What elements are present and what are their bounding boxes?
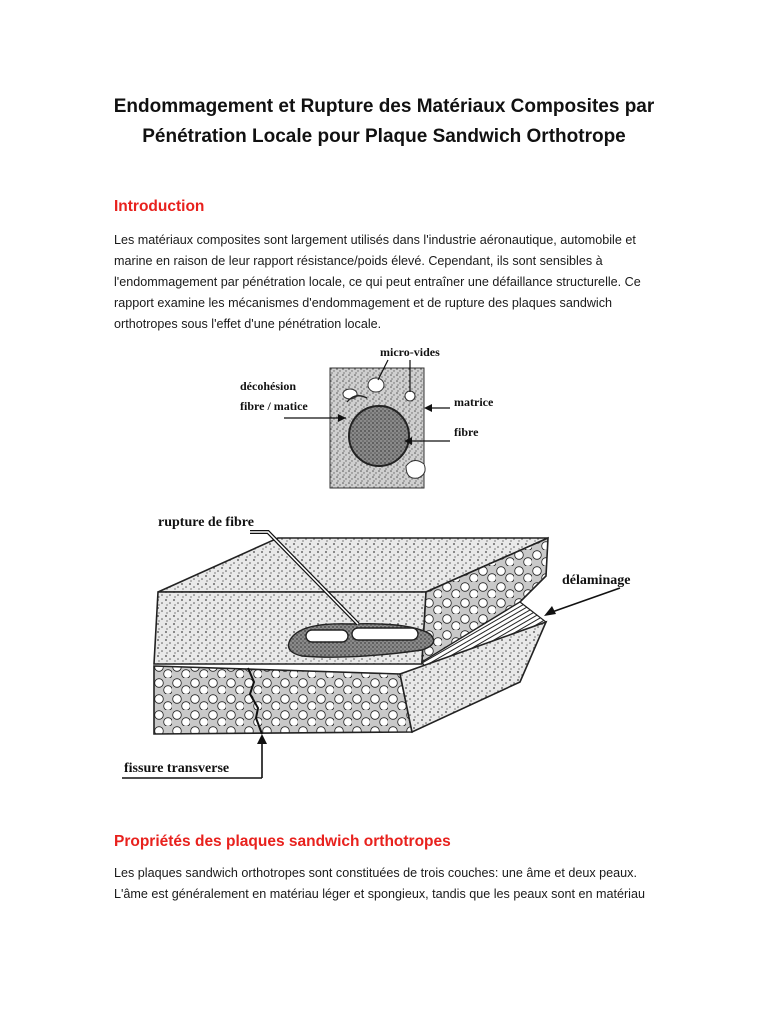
paragraph-line: L'âme est généralement en matériau léger et spongieux, tandis que les peaux sont en matériau (114, 887, 645, 901)
lower-layer-front-face (154, 666, 412, 734)
void-shape (368, 378, 384, 392)
broken-fiber-segment (306, 630, 348, 642)
paragraph-line: orthotropes sous l'effet d'une pénétration locale. (114, 317, 382, 331)
label-delaminage: délaminage (562, 573, 631, 588)
introduction-paragraph (114, 230, 654, 335)
section-heading-introduction: Introduction (114, 198, 205, 215)
document-title (60, 92, 708, 152)
paragraph-line: l'endommagement par pénétration locale, ce qui peut entraîner une défaillance structurelle. Ce (114, 275, 641, 289)
laminate-damage-figure (100, 502, 680, 792)
fiber-circle (349, 406, 409, 466)
label-fibre: fibre (454, 425, 479, 439)
paragraph-line: Les matériaux composites sont largement utilisés dans l'industrie aéronautique, automobile et (114, 233, 636, 247)
paragraph-line: marine en raison de leur rapport résistance/poids élevé. Cependant, ils sont sensibles à (114, 254, 603, 268)
title-line-2: Pénétration Locale pour Plaque Sandwich Orthotrope (142, 126, 626, 147)
label-matrice: matrice (454, 395, 494, 409)
label-fissure-transverse: fissure transverse (124, 761, 230, 776)
section-heading-proprietes: Propriétés des plaques sandwich orthotropes (114, 833, 451, 850)
void-shape (405, 391, 415, 401)
title-line-1: Endommagement et Rupture des Matériaux Composites par (113, 96, 655, 117)
paragraph-line: rapport examine les mécanismes d'endommagement et de rupture des plaques sandwich (114, 296, 613, 310)
micro-structure-figure (228, 338, 528, 494)
proprietes-paragraph (114, 863, 654, 905)
label-decohesion-line-2: fibre / matice (240, 399, 308, 413)
paragraph-line: Les plaques sandwich orthotropes sont constituées de trois couches: une âme et deux peaux. (114, 866, 637, 880)
label-rupture-de-fibre: rupture de fibre (158, 515, 254, 530)
label-decohesion-line-1: décohésion (240, 379, 297, 393)
label-micro-vides: micro-vides (380, 345, 440, 359)
void-shape (343, 389, 357, 399)
broken-fiber-segment (352, 628, 418, 640)
void-shape (406, 460, 425, 478)
